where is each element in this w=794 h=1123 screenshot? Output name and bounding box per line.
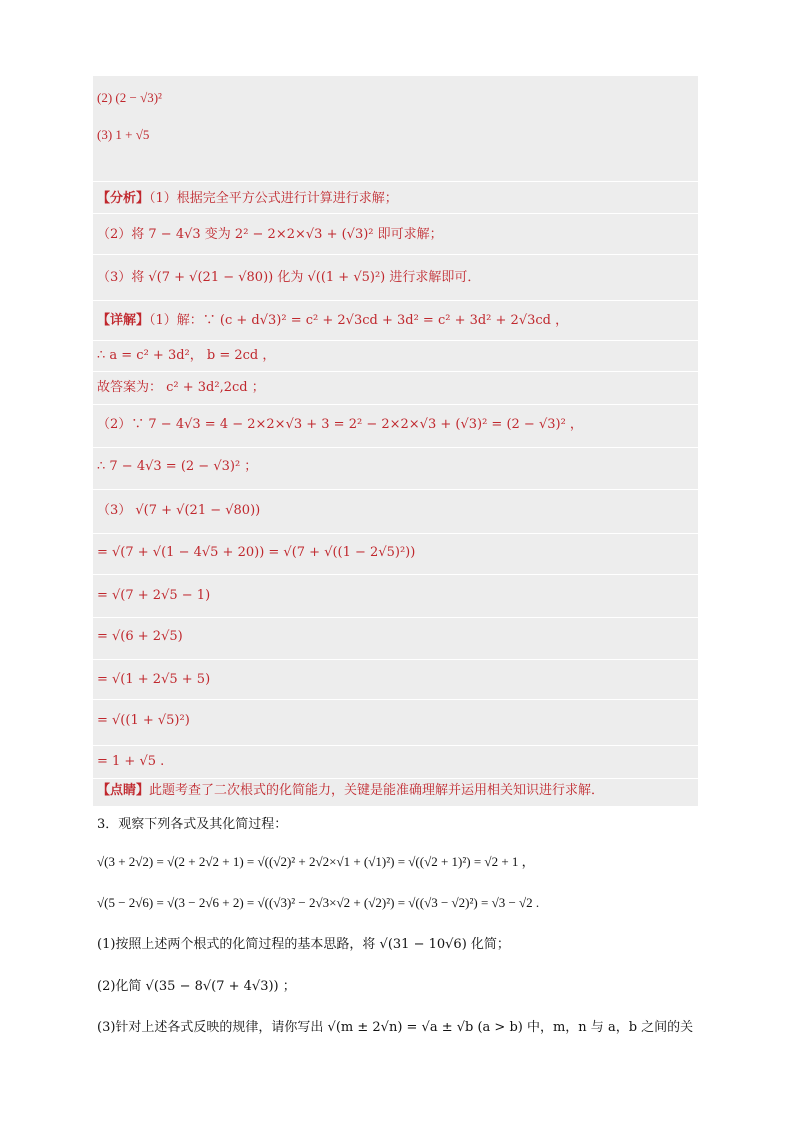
detail-text-1: （1）解：∵ (c + d√3)² = c² + 2√3cd + 3d² = c² + 3d² + 2√3cd ， (149, 313, 569, 328)
comment-tag: 【点睛】 (97, 783, 150, 798)
analysis-line-1 (97, 189, 398, 209)
divider (93, 659, 698, 660)
divider (93, 340, 698, 341)
divider (93, 371, 698, 372)
analysis-tag: 【分析】 (97, 191, 150, 206)
divider (93, 447, 698, 448)
comment-text: 此题考查了二次根式的化简能力，关键是能准确理解并运用相关知识进行求解． (149, 783, 605, 798)
divider (93, 745, 698, 746)
part3-expression: (3) 1 + √5 (97, 127, 150, 142)
divider (93, 778, 698, 779)
detail-line-3: 故答案为： c² + 3d²,2cd ； (97, 380, 265, 395)
part2-expression: (2) (2 − √3)² (97, 90, 162, 105)
divider (93, 699, 698, 700)
problem3-q1: (1)按照上述两个根式的化简过程的基本思路，将 √(31 − 10√6) 化简； (97, 937, 510, 952)
divider (93, 213, 698, 214)
detail-line-6: （3） √(7 + √(21 − √80)) (97, 503, 261, 518)
detail-line-10: = √(1 + 2√5 + 5) (97, 672, 211, 687)
divider (93, 254, 698, 255)
problem3-q2: (2)化简 √(35 − 8√(7 + 4√3)) ； (97, 979, 296, 994)
detail-line-9: = √(6 + 2√5) (97, 629, 183, 644)
detail-line-11: = √((1 + √5)²) (97, 713, 190, 728)
detail-line-12: = 1 + √5 . (97, 754, 165, 769)
detail-line-4: （2）∵ 7 − 4√3 = 4 − 2×2×√3 + 3 = 2² − 2×2×√3 + (√3)² = (2 − √3)² ， (97, 417, 583, 432)
solution-panel (93, 76, 698, 806)
divider (93, 533, 698, 534)
detail-line-8: = √(7 + 2√5 − 1) (97, 588, 211, 603)
comment-line (97, 781, 604, 801)
detail-line-1 (97, 311, 568, 331)
analysis-line-2: （2）将 7 − 4√3 变为 2² − 2×2×√3 + (√3)² 即可求解； (97, 227, 443, 242)
problem3-title: 3．观察下列各式及其化简过程： (97, 817, 288, 832)
divider (93, 300, 698, 301)
divider (93, 404, 698, 405)
divider (93, 181, 698, 182)
divider (93, 617, 698, 618)
detail-line-2: ∴ a = c² + 3d²， b = 2cd ， (97, 348, 276, 363)
analysis-line-3: （3）将 √(7 + √(21 − √80)) 化为 √((1 + √5)²) 进行求解即可． (97, 270, 481, 285)
problem3-eq1: √(3 + 2√2) = √(2 + 2√2 + 1) = √((√2)² + 2√2×√1 + (√1)²) = √((√2 + 1)²) = √2 + 1 ， (97, 854, 535, 869)
divider (93, 489, 698, 490)
problem3-eq2: √(5 − 2√6) = √(3 − 2√6 + 2) = √((√3)² − 2√3×√2 + (√2)²) = √((√3 − √2)²) = √3 − √2 . (97, 895, 540, 910)
detail-line-5: ∴ 7 − 4√3 = (2 − √3)² ； (97, 459, 258, 474)
problem3-q3: (3)针对上述各式反映的规律，请你写出 √(m ± 2√n) = √a ± √b (a > b) 中，m，n 与 a，b 之间的关 (97, 1020, 694, 1035)
detail-tag: 【详解】 (97, 313, 150, 328)
divider (93, 574, 698, 575)
detail-line-7: = √(7 + √(1 − 4√5 + 20)) = √(7 + √((1 − 2√5)²)) (97, 545, 416, 560)
analysis-text-1: （1）根据完全平方公式进行计算进行求解； (149, 191, 398, 206)
